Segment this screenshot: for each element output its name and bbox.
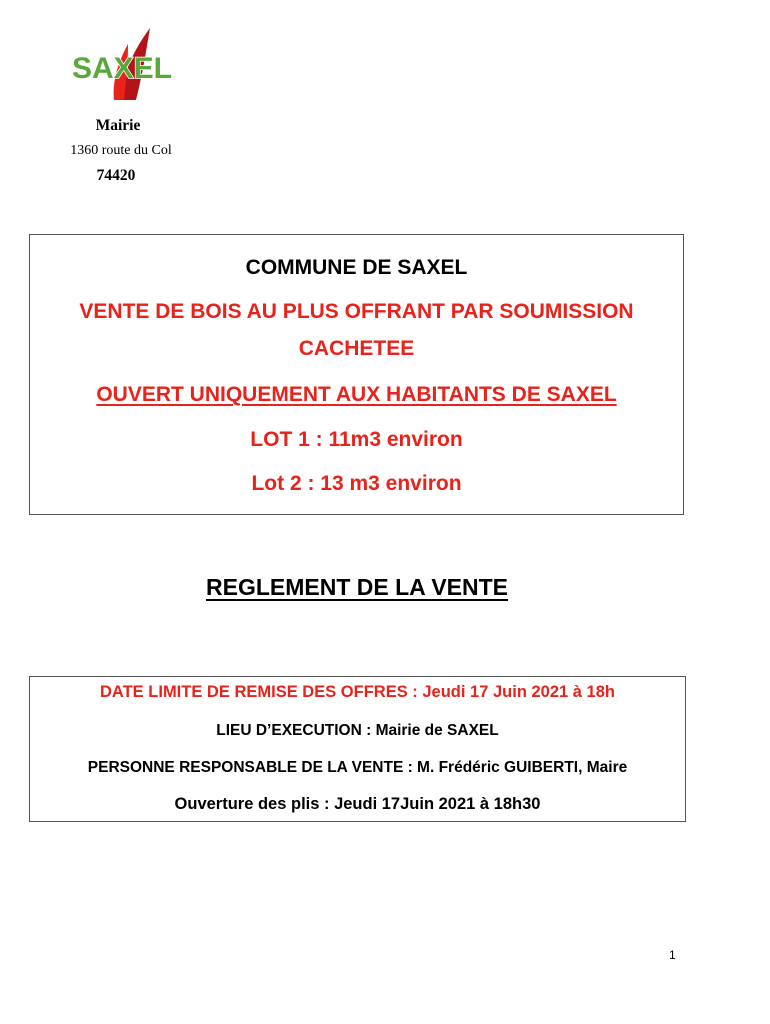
address-zip: 74420 [96, 167, 136, 184]
opening-line: Ouverture des plis : Jeudi 17Juin 2021 à 18h30 [174, 795, 541, 813]
lot-1: LOT 1 : 11m3 environ [250, 428, 463, 451]
address-street: 1360 route du Col [70, 143, 172, 158]
notice-box [29, 234, 684, 515]
section-title [0, 574, 714, 601]
section-title-text: REGLEMENT DE LA VENTE [206, 574, 508, 600]
deadline-line: DATE LIMITE DE REMISE DES OFFRES : Jeudi 17 Juin 2021 à 18h [100, 683, 615, 701]
sale-title-line-2: CACHETEE [298, 337, 415, 360]
location-line: LIEU D’EXECUTION : Mairie de SAXEL [216, 722, 499, 739]
eligibility-notice [30, 383, 683, 407]
eligibility-notice-text: OUVERT UNIQUEMENT AUX HABITANTS DE SAXEL [96, 383, 617, 406]
saxel-logo [62, 22, 182, 102]
commune-title: COMMUNE DE SAXEL [245, 256, 468, 279]
details-box [29, 676, 686, 822]
page-number: 1 [669, 948, 676, 962]
address-name: Mairie [95, 117, 141, 134]
responsible-person-line: PERSONNE RESPONSABLE DE LA VENTE : M. Frédéric GUIBERTI, Maire [87, 759, 628, 776]
lot-2: Lot 2 : 13 m3 environ [251, 472, 462, 495]
logo-wordmark: SAXEL [71, 52, 173, 85]
saxel-logo-graphic [62, 22, 182, 102]
sale-title-line-1: VENTE DE BOIS AU PLUS OFFRANT PAR SOUMISSION [79, 300, 634, 323]
